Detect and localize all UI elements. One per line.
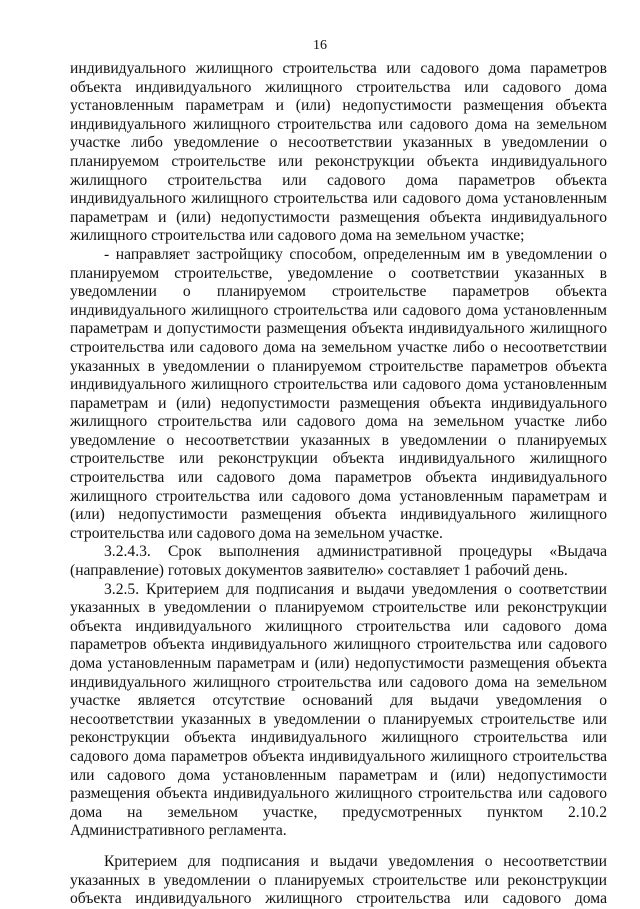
- paragraph-3-2-4-3: 3.2.4.3. Срок выполнения административной процедуры «Выдача (направление) готовых документов заявителю» составляет 1 рабочий день.: [70, 543, 607, 580]
- paragraph-3-2-5: 3.2.5. Критерием для подписания и выдачи уведомления о соответствии указанных в уведомлении о планируемом строительстве или реконструкции объекта индивидуального жилищного строительства или садового дома параметров объекта индивидуального жилищного строительства или садового дома установленным параметрам и (или) недопустимости размещения объекта индивидуального жилищного строительства или садового дома на земельном участке является отсутствие оснований для выдачи уведомления о несоответствии указанных в уведомлении о планируемых строительстве или реконструкции объекта индивидуального жилищного строительства или садового дома параметров объекта индивидуального жилищного строительства или садового дома установленным параметрам и (или) недопустимости размещения объекта индивидуального жилищного строительства или садового дома на земельном участке, предусмотренных пунктом 2.10.2 Административного регламента.: [70, 580, 607, 840]
- paragraph-criterion-nonconformity: Критерием для подписания и выдачи уведомления о несоответствии указанных в уведомлении о планируемых строительстве или реконструкции объекта индивидуального жилищного строительства или садового дома: [70, 852, 607, 908]
- paragraph-directs-developer: - направляет застройщику способом, определенным им в уведомлении о планируемом строительстве, уведомление о соответствии указанных в уведомлении о планируемом строительстве параметров объекта индивидуального жилищного строительства или садового дома установленным параметрам и допустимости размещения объекта индивидуального жилищного строительства или садового дома на земельном участке либо о несоответствии указанных в уведомлении о планируемом строительстве параметров объекта индивидуального жилищного строительства или садового дома установленным параметрам и (или) недопустимости размещения объекта индивидуального жилищного строительства или садового дома на земельном участке либо уведомление о несоответствии указанных в уведомлении о планируемых строительстве или реконструкции объекта индивидуального жилищного строительства или садового дома параметров объекта индивидуального жилищного строительства или садового дома установленным параметрам и (или) недопустимости размещения объекта индивидуального жилищного строительства или садового дома на земельном участке.: [70, 245, 607, 542]
- document-body: [70, 60, 607, 909]
- page-number: 16: [313, 38, 327, 53]
- paragraph-continuation: индивидуального жилищного строительства или садового дома параметров объекта индивидуального жилищного строительства или садового дома установленным параметрам и (или) недопустимости размещения объекта индивидуального жилищного строительства или садового дома на земельном участке либо уведомление о несоответствии указанных в уведомлении о планируемом строительстве или реконструкции объекта индивидуального жилищного строительства или садового дома параметров объекта индивидуального жилищного строительства или садового дома установленным параметрам и (или) недопустимости размещения объекта индивидуального жилищного строительства или садового дома на земельном участке;: [70, 60, 607, 245]
